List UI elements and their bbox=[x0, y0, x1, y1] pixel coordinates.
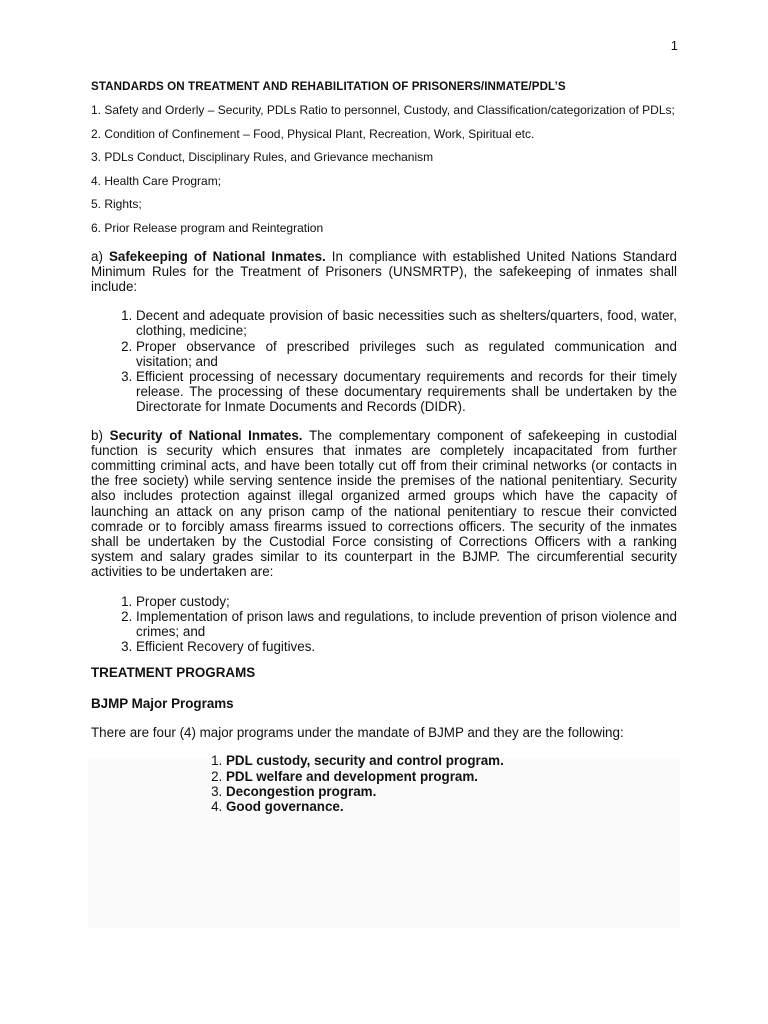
standard-item: 6. Prior Release program and Reintegration bbox=[91, 220, 324, 235]
bjmp-program-list bbox=[91, 753, 677, 814]
list-item: 2. Implementation of prison laws and regulations, to include prevention of prison violence and crimes; and bbox=[136, 609, 677, 639]
safekeeping-list bbox=[91, 308, 677, 414]
document-title: STANDARDS ON TREATMENT AND REHABILITATION OF PRISONERS/INMATE/PDL’S bbox=[91, 80, 566, 93]
security-heading: Security of National Inmates. bbox=[109, 427, 303, 443]
treatment-programs-heading: TREATMENT PROGRAMS bbox=[91, 665, 256, 681]
list-item: 1. Decent and adequate provision of basic necessities such as shelters/quarters, food, water, clothing, medicine; bbox=[136, 308, 677, 338]
program-item: 2. PDL welfare and development program. bbox=[226, 769, 677, 784]
standard-item: 3. PDLs Conduct, Disciplinary Rules, and Grievance mechanism bbox=[91, 150, 434, 164]
program-item: 4. Good governance. bbox=[226, 799, 677, 814]
standard-item: 5. Rights; bbox=[91, 197, 142, 211]
security-paragraph bbox=[91, 428, 677, 580]
section-b-prefix: b) bbox=[91, 427, 110, 443]
section-a-prefix: a) bbox=[91, 248, 109, 264]
program-item: 1. PDL custody, security and control program. bbox=[226, 753, 677, 768]
security-list bbox=[91, 594, 677, 655]
standard-item: 4. Health Care Program; bbox=[91, 173, 222, 188]
standards-list bbox=[91, 103, 677, 236]
document-body bbox=[91, 80, 677, 814]
security-text: The complementary component of safekeeping in custodial function is security which ensures that inmates are completely incapacitated from further committing criminal acts, and have been totally cut off from their criminal networks (or contacts in the free society) while serving sentence inside the premises of the national penitentiary. Security also includes protection against illegal organized armed groups which have the capacity of launching an attack on any prison camp of the national penitentiary to rescue their convicted comrade or to forcibly amass firearms issued to corrections officers. The security of the inmates shall be undertaken by the Custodial Force consisting of Corrections Officers with a ranking system and salary grades similar to its counterpart in the BJMP. The circumferential security activities to be undertaken are: bbox=[91, 427, 677, 580]
safekeeping-text: In compliance with established United Nations Standard Minimum Rules for the Treatment of Prisoners (UNSMRTP), the safekeeping of inmates shall include: bbox=[91, 248, 677, 294]
page-number: 1 bbox=[670, 38, 678, 53]
safekeeping-heading: Safekeeping of National Inmates. bbox=[108, 248, 326, 264]
program-item: 3. Decongestion program. bbox=[226, 784, 677, 799]
standard-item: 2. Condition of Confinement – Food, Physical Plant, Recreation, Work, Spiritual etc. bbox=[91, 126, 535, 141]
list-item: 1. Proper custody; bbox=[136, 594, 677, 609]
safekeeping-paragraph bbox=[91, 249, 677, 295]
list-item: 3. Efficient processing of necessary documentary requirements and records for their timely release. The processing of these documentary requirements shall be undertaken by the Directorate for Inmate Documents and Records (DIDR). bbox=[136, 369, 677, 415]
standard-item: 1. Safety and Orderly – Security, PDLs Ratio to personnel, Custody, and Classification/categorization of PDLs; bbox=[91, 103, 675, 117]
bjmp-programs-heading: BJMP Major Programs bbox=[91, 696, 234, 712]
bjmp-intro-paragraph: There are four (4) major programs under the mandate of BJMP and they are the following: bbox=[91, 725, 624, 741]
list-item: 2. Proper observance of prescribed privileges such as regulated communication and visitation; and bbox=[136, 339, 677, 369]
list-item: 3. Efficient Recovery of fugitives. bbox=[136, 639, 677, 654]
